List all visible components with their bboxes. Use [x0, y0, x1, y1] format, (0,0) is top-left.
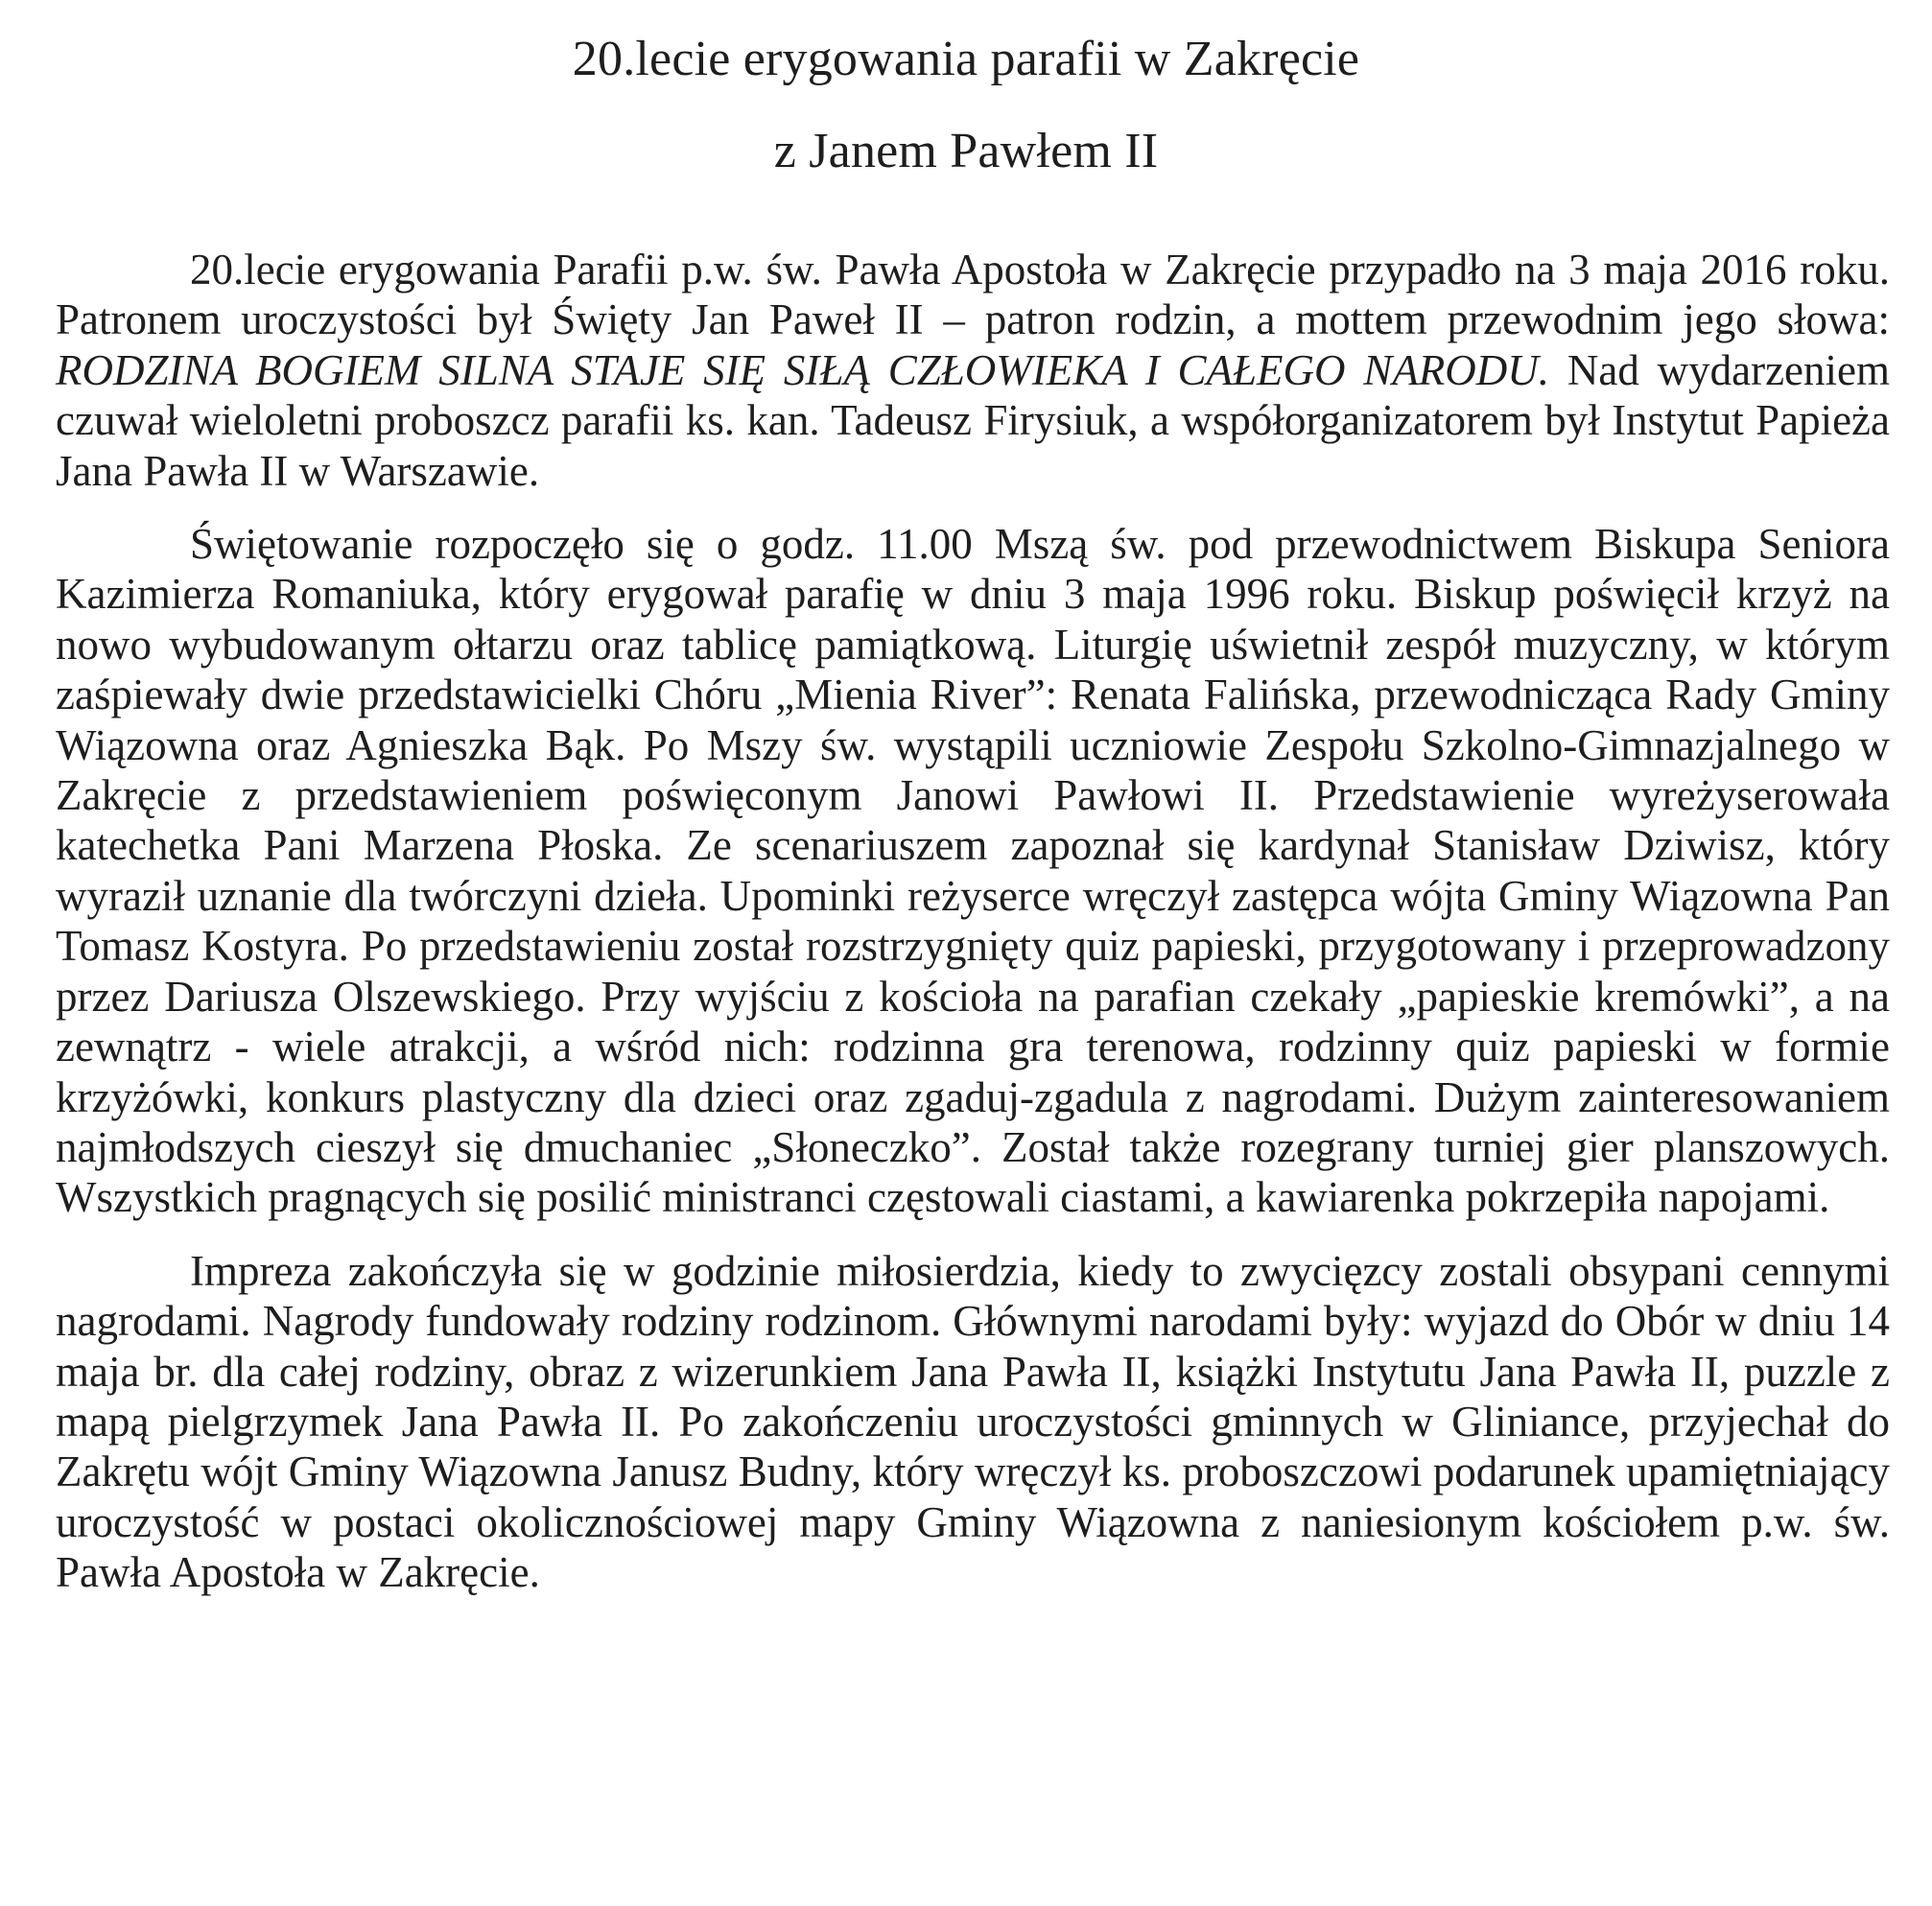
- paragraph-3: Impreza zakończyła się w godzinie miłosierdzia, kiedy to zwycięzcy zostali obsypani cennymi nagrodami. Nagrody fundowały rodziny rodzinom. Głównymi narodami były: wyjazd do Obór w dniu 14 maja br. dla całej rodziny, obraz z wizerunkiem Jana Pawła II, książki Instytutu Jana Pawła II, puzzle z mapą pielgrzymek Jana Pawła II. Po zakończeniu uroczystości gminnych w Gliniance, przyjechał do Zakrętu wójt Gminy Wiązowna Janusz Budny, który wręczył ks. proboszczowi podarunek upamiętniający uroczystość w postaci okolicznościowej mapy Gminy Wiązowna z naniesionym kościołem p.w. św. Pawła Apostoła w Zakręcie.: [56, 1246, 1890, 1597]
- document-body: [56, 245, 1890, 1598]
- document-title: [0, 13, 1932, 198]
- paragraph-2: Świętowanie rozpoczęło się o godz. 11.00 Mszą św. pod przewodnictwem Biskupa Seniora Kazimierza Romaniuka, który erygował parafię w dniu 3 maja 1996 roku. Biskup poświęcił krzyż na nowo wybudowanym ołtarzu oraz tablicę pamiątkową. Liturgię uświetnił zespół muzyczny, w którym zaśpiewały dwie przedstawicielki Chóru „Mienia River”: Renata Falińska, przewodnicząca Rady Gminy Wiązowna oraz Agnieszka Bąk. Po Mszy św. wystąpili uczniowie Zespołu Szkolno-Gimnazjalnego w Zakręcie z przedstawieniem poświęconym Janowi Pawłowi II. Przedstawienie wyreżyserowała katechetka Pani Marzena Płoska. Ze scenariuszem zapoznał się kardynał Stanisław Dziwisz, który wyraził uznanie dla twórczyni dzieła. Upominki reżyserce wręczył zastępca wójta Gminy Wiązowna Pan Tomasz Kostyra. Po przedstawieniu został rozstrzygnięty quiz papieski, przygotowany i przeprowadzony przez Dariusza Olszewskiego. Przy wyjściu z kościoła na parafian czekały „papieskie kremówki”, a na zewnątrz - wiele atrakcji, a wśród nich: rodzinna gra terenowa, rodzinny quiz papieski w formie krzyżówki, konkurs plastyczny dla dzieci oraz zgaduj-zgadula z nagrodami. Dużym zainteresowaniem najmłodszych cieszył się dmuchaniec „Słoneczko”. Został także rozegrany turniej gier planszowych. Wszystkich pragnących się posilić ministranci częstowali ciastami, a kawiarenka pokrzepiła napojami.: [56, 520, 1890, 1222]
- paragraph-1-rest: Nad wydarzeniem czuwał wieloletni proboszcz parafii ks. kan. Tadeusz Firysiuk, a współorganizatorem był Instytut Papieża Jana Pawła II w Warszawie.: [56, 345, 1890, 495]
- paragraph-1: [56, 245, 1890, 496]
- title-line-2: z Janem Pawłem II: [773, 124, 1159, 178]
- motto-text: RODZINA BOGIEM SILNA STAJE SIĘ SIŁĄ CZŁOWIEKA I CAŁEGO NARODU.: [56, 345, 1550, 394]
- title-line-1: 20.lecie erygowania parafii w Zakręcie: [572, 32, 1360, 86]
- paragraph-1-intro: 20.lecie erygowania Parafii p.w. św. Pawła Apostoła w Zakręcie przypadło na 3 maja 2016 roku. Patronem uroczystości był Święty Jan Paweł II – patron rodzin, a mottem przewodnim jego słowa:: [56, 246, 1890, 344]
